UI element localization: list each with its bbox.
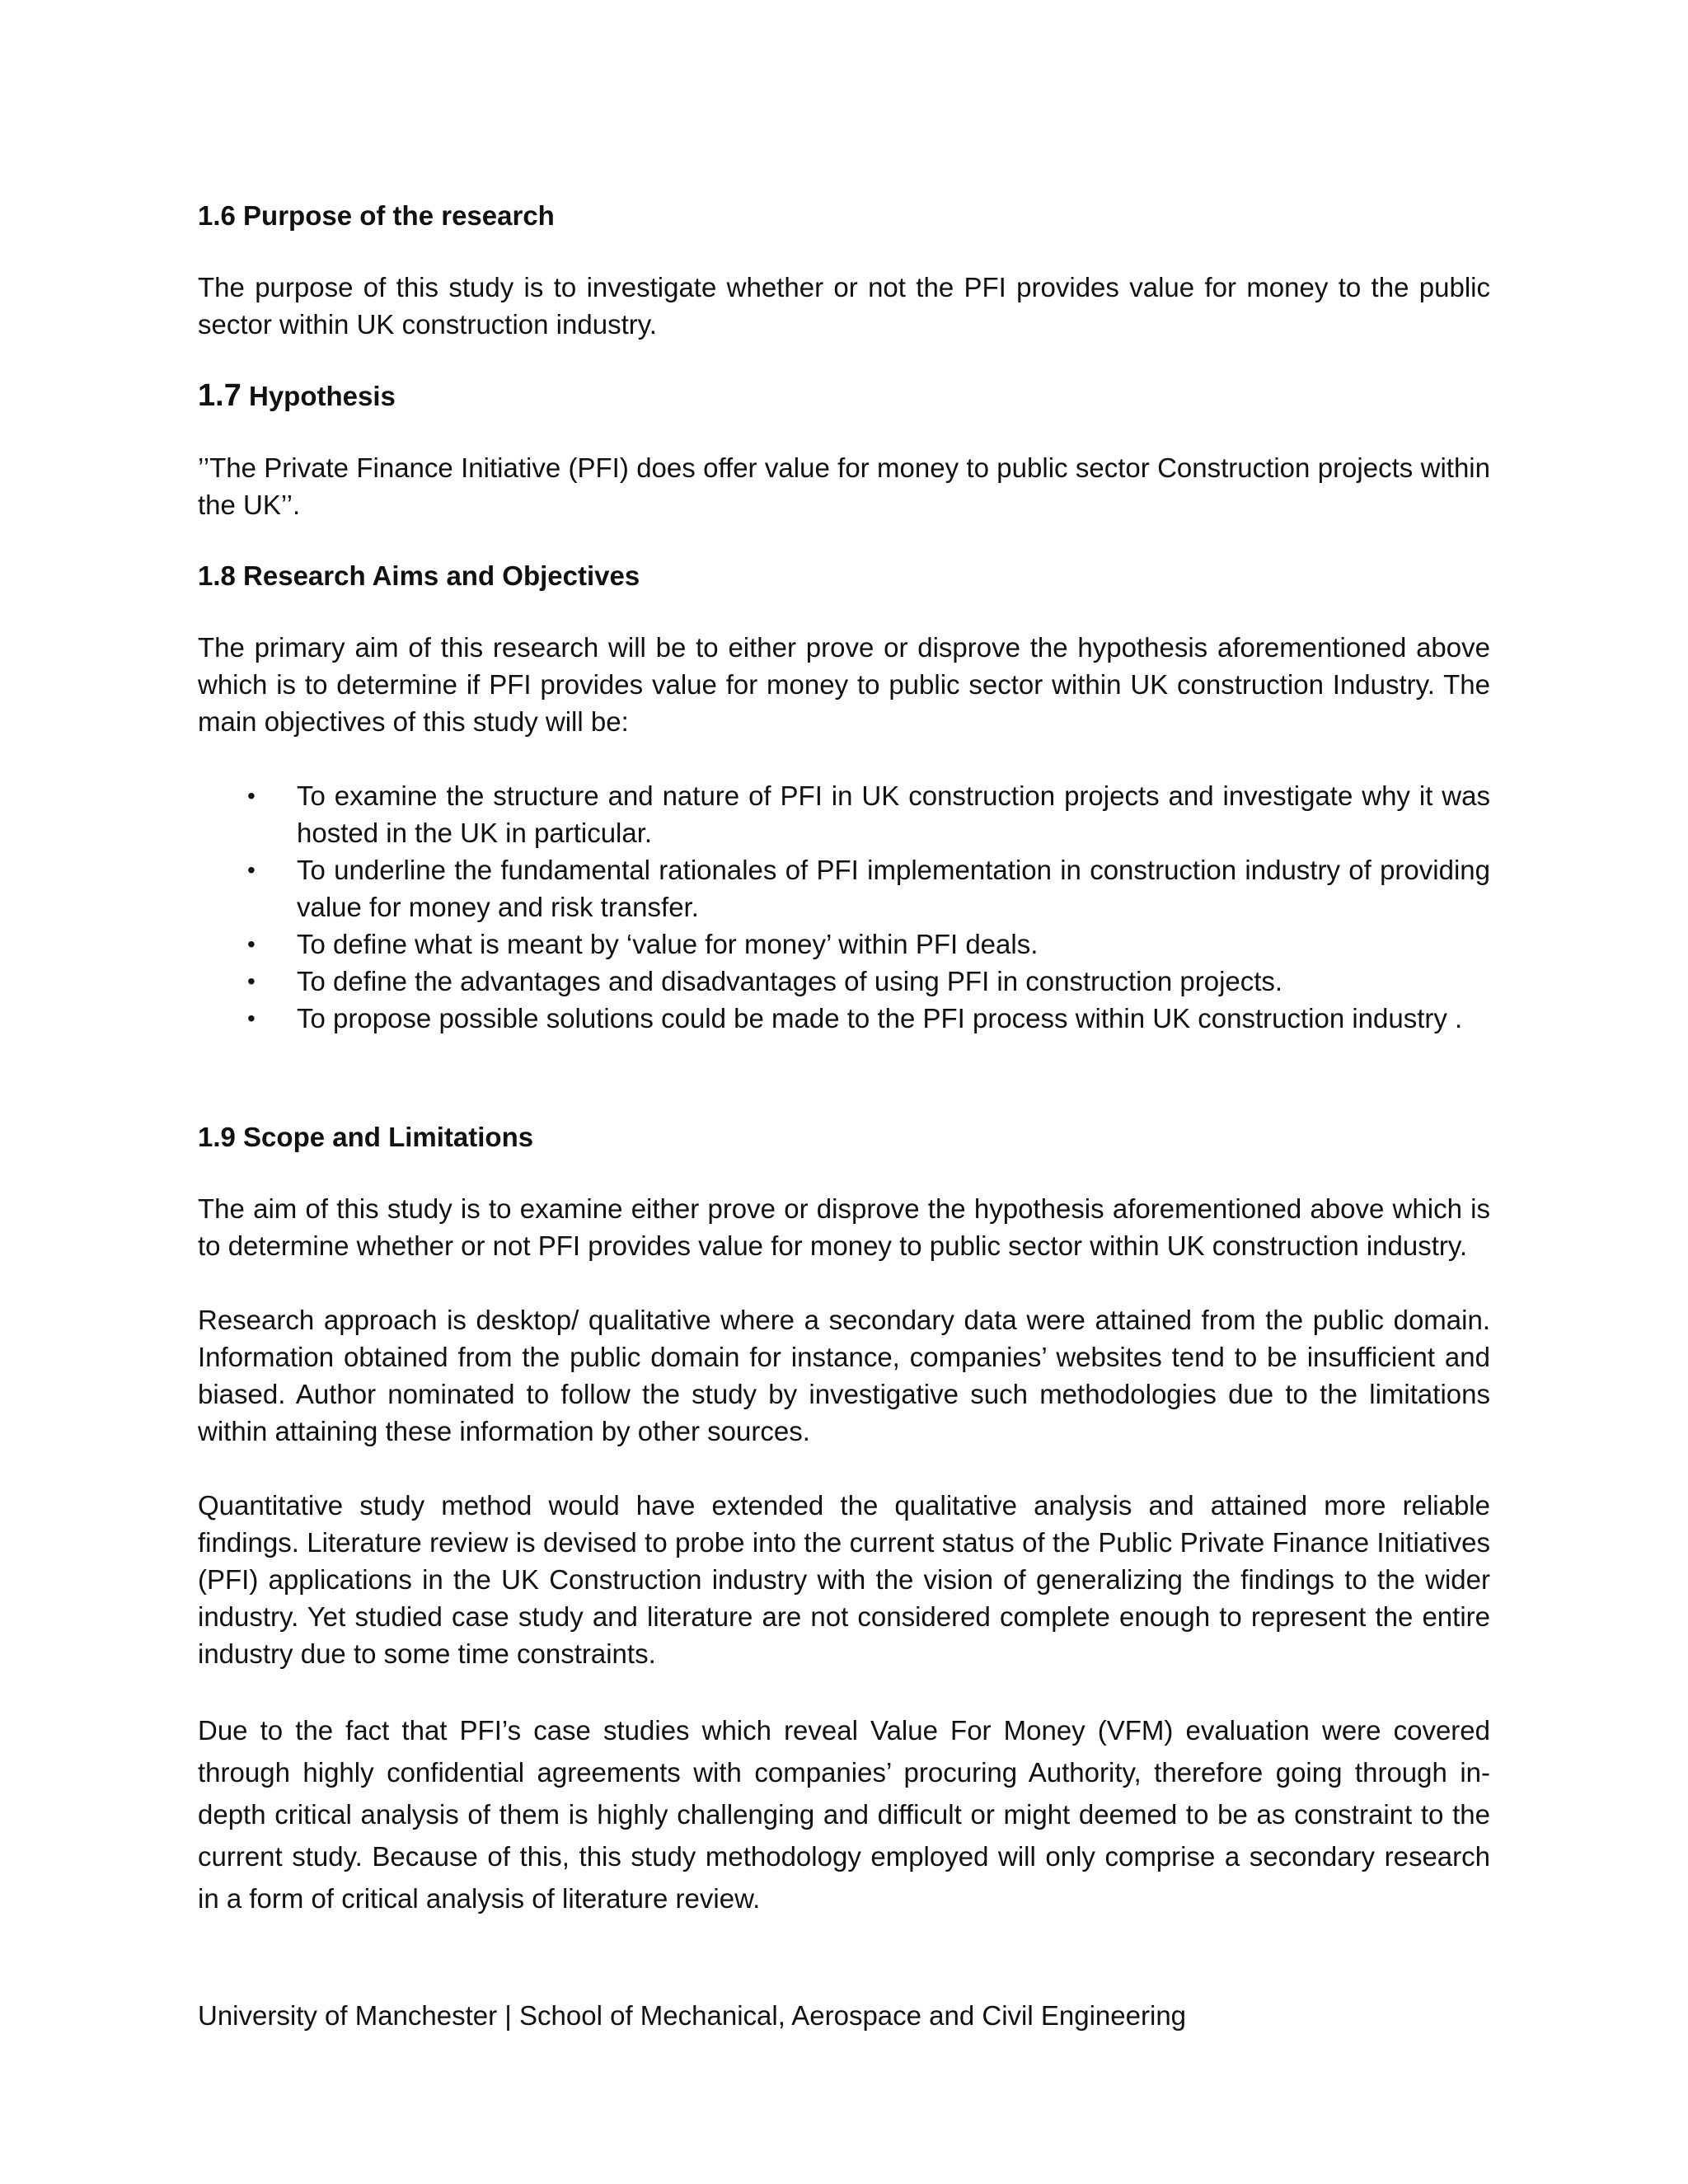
list-item	[198, 1000, 1490, 1037]
paragraph-vfm-constraints: Due to the fact that PFI’s case studies which reveal Value For Money (VFM) evaluation were covered through highly confidential agreements with companies’ procuring Authority, therefore going through in-depth critical analysis of them is highly challenging and difficult or might deemed to be as constraint to the current study. Because of this, this study methodology employed will only comprise a secondary research in a form of critical analysis of literature review.	[198, 1715, 1490, 1914]
objective-text: To propose possible solutions could be made to the PFI process within UK construction industry .	[297, 1003, 1463, 1033]
bullet-icon: •	[247, 783, 256, 808]
objective-text: To define the advantages and disadvantages of using PFI in construction projects.	[297, 966, 1283, 996]
objective-text: To examine the structure and nature of PFI in UK construction projects and investigate why it was hosted in the UK in particular.	[297, 780, 1490, 848]
paragraph-scope-aim: The aim of this study is to examine either prove or disprove the hypothesis aforementioned above which is to determine whether or not PFI provides value for money to public sector within UK construction industry.	[198, 1193, 1490, 1261]
list-item	[198, 851, 1490, 926]
objectives-list	[198, 777, 1490, 1037]
page-content	[198, 198, 1490, 1919]
objective-text: To underline the fundamental rationales of PFI implementation in construction industry of providing value for money and risk transfer.	[297, 855, 1490, 922]
paragraph-research-aims: The primary aim of this research will be to either prove or disprove the hypothesis aforementioned above which is to determine if PFI provides value for money to public sector within UK construction Industry. The main objectives of this study will be:	[198, 632, 1490, 737]
page-footer: University of Manchester | School of Mechanical, Aerospace and Civil Engineering	[198, 2000, 1187, 2031]
paragraph-quantitative-method: Quantitative study method would have extended the qualitative analysis and attained more reliable findings. Literature review is devised to probe into the current status of the Public Private Finance Initiatives (PFI) applications in the UK Construction industry with the vision of generalizing the findings to the wider industry. Yet studied case study and literature are not considered complete enough to represent the entire industry due to some time constraints.	[198, 1490, 1490, 1669]
list-item	[198, 963, 1490, 1000]
heading-scope-limitations: 1.9 Scope and Limitations	[198, 1122, 534, 1152]
list-item	[198, 777, 1490, 851]
heading-hypothesis-text: Hypothesis	[249, 381, 396, 411]
bullet-icon: •	[247, 1005, 256, 1031]
list-item	[198, 926, 1490, 963]
heading-research-aims: 1.8 Research Aims and Objectives	[198, 560, 640, 591]
paragraph-hypothesis: ’’The Private Finance Initiative (PFI) does offer value for money to public sector Construction projects within the UK’’.	[198, 452, 1490, 520]
heading-hypothesis	[198, 377, 1490, 415]
paragraph-research-approach: Research approach is desktop/ qualitative where a secondary data were attained from the public domain. Information obtained from the public domain for instance, companies’ websites tend to be insufficient and biased. Author nominated to follow the study by investigative such methodologies due to the limitations within attaining these information by other sources.	[198, 1305, 1490, 1446]
objective-text: To define what is meant by ‘value for money’ within PFI deals.	[297, 929, 1039, 959]
bullet-icon: •	[247, 968, 256, 994]
bullet-icon: •	[247, 931, 256, 957]
heading-hypothesis-number: 1.7	[198, 378, 241, 413]
heading-purpose-of-research: 1.6 Purpose of the research	[198, 200, 555, 231]
paragraph-purpose: The purpose of this study is to investigate whether or not the PFI provides value for money to the public sector within UK construction industry.	[198, 272, 1490, 340]
bullet-icon: •	[247, 857, 256, 883]
